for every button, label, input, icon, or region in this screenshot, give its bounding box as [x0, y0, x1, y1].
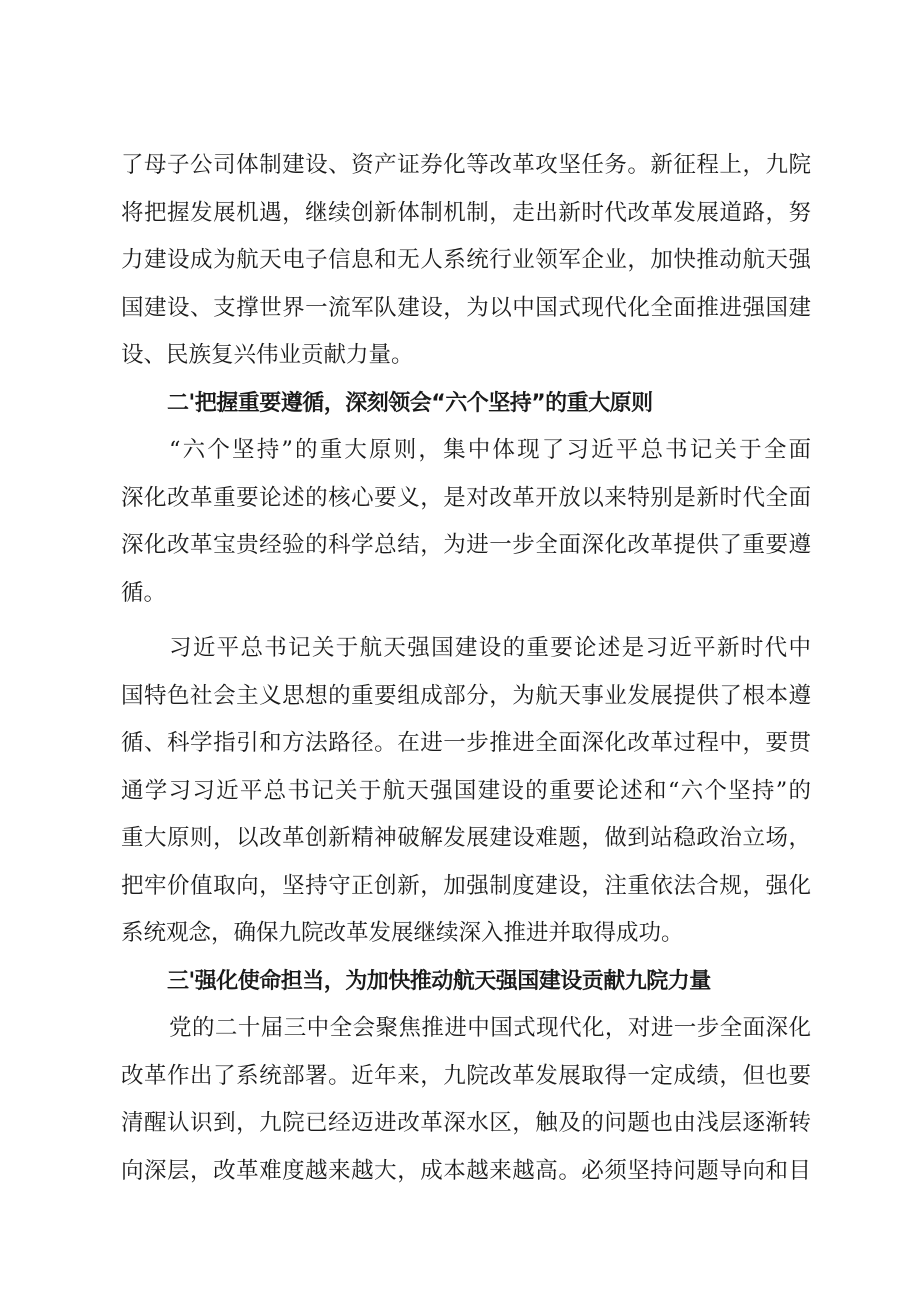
text-line: 系统观念，确保九院改革发展继续深入推进并取得成功。: [121, 920, 684, 946]
text-line: 习近平总书记关于航天强国建设的重要论述是习近平新时代中: [169, 635, 811, 661]
text-line: 党的二十届三中全会聚焦推进中国式现代化，对进一步全面深化: [169, 1015, 811, 1041]
text-line: 力建设成为航天电子信息和无人系统行业领军企业，加快推动航天强: [121, 247, 811, 273]
text-line: 清醒认识到，九院已经迈进改革深水区，触及的问题也由浅层逐渐转: [121, 1110, 811, 1136]
paragraph-3: [121, 625, 811, 958]
text-line: “六个坚持”的重大原则，集中体现了习近平总书记关于全面: [169, 437, 811, 463]
text-line: 将把握发展机遇，继续创新体制机制，走出新时代改革发展道路，努: [121, 199, 811, 226]
text-line: 设、民族复兴伟业贡献力量。: [121, 342, 414, 368]
text-line: 把牢价值取向，坚持守正创新，加强制度建设，注重依法合规，强化: [121, 872, 811, 899]
paragraph-2: [121, 427, 811, 617]
text-line: 国特色社会主义思想的重要组成部分，为航天事业发展提供了根本遵: [121, 682, 811, 709]
text-line: 改革作出了系统部署。近年来，九院改革发展取得一定成绩，但也要: [121, 1062, 811, 1089]
document-page: [121, 142, 811, 1195]
text-line: 循。: [121, 579, 167, 606]
paragraph-4: [121, 1005, 811, 1195]
text-line: 深化改革重要论述的核心要义，是对改革开放以来特别是新时代全面: [121, 484, 811, 511]
text-line: 了母子公司体制建设、资产证券化等改革攻坚任务。新征程上，九院: [121, 152, 811, 178]
section-heading-3: 三'强化使命担当，为加快推动航天强国建设贡献九院力量: [167, 968, 711, 994]
text-line: 向深层，改革难度越来越大，成本越来越高。必须坚持问题导向和目: [121, 1157, 811, 1184]
text-line: 循、科学指引和方法路径。在进一步推进全面深化改革过程中，要贯: [121, 730, 811, 756]
text-line: 重大原则，以改革创新精神破解发展建设难题，做到站稳政治立场，: [121, 825, 811, 851]
text-line: 深化改革宝贵经验的科学总结，为进一步全面深化改革提供了重要遵: [121, 532, 811, 558]
text-line: 通学习习近平总书记关于航天强国建设的重要论述和“六个坚持”的: [121, 777, 811, 804]
paragraph-1: [121, 142, 811, 380]
text-line: 国建设、支撑世界一流军队建设，为以中国式现代化全面推进强国建: [121, 294, 811, 321]
section-heading-2: 二'把握重要遵循，深刻领会“六个坚持”的重大原则: [167, 390, 653, 416]
